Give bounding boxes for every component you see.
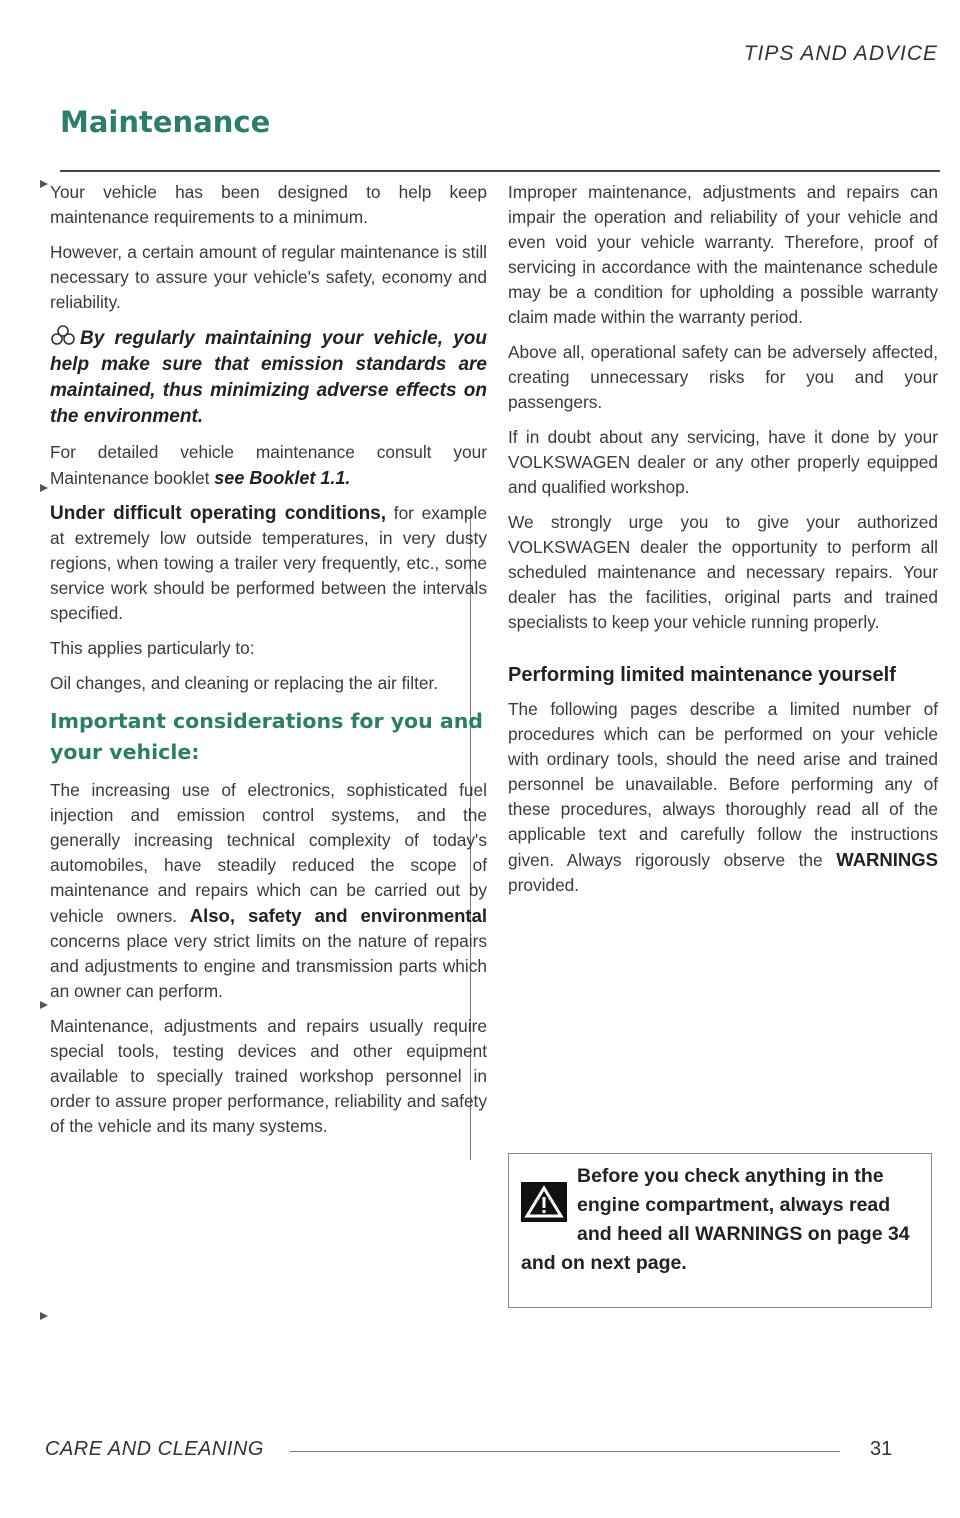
oil-change-paragraph: Oil changes, and cleaning or replacing the air filter. — [50, 673, 439, 693]
eco-flower-icon — [50, 325, 76, 347]
booklet-text: For detailed vehicle maintenance consult your Maintenance booklet — [50, 442, 487, 488]
limited-maintenance-text: The following pages describe a limited number of procedures which can be performed on your vehicle with ordinary tools, should the need arise and trained personnel be unavailable. Before performing any of these procedures, always thoroughly read all of the applicable text and carefully follow the instructions given. Always rigorously observe the — [508, 699, 938, 870]
booklet-paragraph — [50, 440, 487, 491]
warning-triangle-icon — [521, 1182, 567, 1222]
considerations-heading: Important considerations for you and your vehicle: — [50, 709, 483, 764]
safety-environmental-lead: Also, safety and environmental — [189, 905, 488, 926]
operational-safety-paragraph: Above all, operational safety can be adversely affected, creating unnecessary risks for you and your passengers. — [508, 342, 938, 412]
footer-rule — [290, 1451, 840, 1452]
improper-maintenance-paragraph: Improper maintenance, adjustments and repairs can impair the operation and reliability of your vehicle and even void your vehicle warranty. Therefore, proof of servicing in accordance with the maintenance schedule may be a condition for upholding a possible warranty claim made within the warranty period. — [508, 182, 938, 327]
difficult-conditions-text: for example at extremely low outside temperatures, in very dusty regions, when towing a trailer very frequently, etc., some service work should be performed between the intervals specified. — [50, 503, 487, 623]
margin-arrow-icon — [40, 484, 48, 492]
limited-maintenance-heading: Performing limited maintenance yourself — [508, 664, 896, 686]
right-column — [508, 180, 938, 908]
dealer-servicing-paragraph: If in doubt about any servicing, have it done by your VOLKSWAGEN dealer or any other properly equipped and qualified workshop. — [508, 427, 938, 497]
applies-paragraph: This applies particularly to: — [50, 638, 255, 658]
footer-section: CARE AND CLEANING — [45, 1438, 264, 1460]
special-tools-paragraph: Maintenance, adjustments and repairs usually require special tools, testing devices and other equipment available to specially trained workshop personnel in order to assure proper performance, reliability and safety of the vehicle and its many systems. — [50, 1016, 487, 1136]
limited-maintenance-end: provided. — [508, 875, 580, 895]
electronics-text: The increasing use of electronics, sophisticated fuel injection and emission control systems, and the generally increasing technical complexity of today's automobiles, have steadily reduced the scope of maintenance and repairs which can be carried out by vehicle owners. — [50, 780, 487, 926]
difficult-conditions-paragraph — [50, 501, 487, 626]
title-rule — [60, 170, 940, 172]
margin-arrow-icon — [40, 1001, 48, 1009]
electronics-paragraph — [50, 778, 487, 1004]
left-column — [50, 180, 487, 1149]
page-title: Maintenance — [60, 105, 271, 139]
intro-paragraph: Your vehicle has been designed to help keep maintenance requirements to a minimum. — [50, 182, 487, 227]
limited-maintenance-paragraph — [508, 697, 938, 898]
environment-note — [50, 325, 487, 430]
warnings-keyword: WARNINGS — [836, 849, 938, 870]
running-header: TIPS AND ADVICE — [743, 42, 938, 65]
environment-note-text: By regularly maintaining your vehicle, you help make sure that emission standards are maintained, thus minimizing adverse effects on the environment. — [50, 328, 487, 427]
authorized-dealer-paragraph: We strongly urge you to give your authorized VOLKSWAGEN dealer the opportunity to perform all scheduled maintenance and necessary repairs. Your dealer has the facilities, original parts and trained specialists to keep your vehicle running properly. — [508, 512, 938, 632]
margin-arrow-icon — [40, 180, 48, 188]
booklet-reference: see Booklet 1.1. — [214, 468, 351, 488]
page-number: 31 — [870, 1438, 893, 1460]
margin-arrow-icon — [40, 1312, 48, 1320]
warning-text: Before you check anything in the engine compartment, always read and heed all WARNINGS on page 34 and on next page. — [521, 1165, 910, 1274]
warning-box — [508, 1153, 932, 1308]
electronics-text-end: concerns place very strict limits on the nature of repairs and adjustments to engine and transmission parts which an owner can perform. — [50, 931, 487, 1001]
difficult-conditions-lead: Under difficult operating conditions, — [50, 503, 387, 524]
regular-maintenance-paragraph: However, a certain amount of regular maintenance is still necessary to assure your vehicle's safety, economy and reliability. — [50, 242, 487, 312]
